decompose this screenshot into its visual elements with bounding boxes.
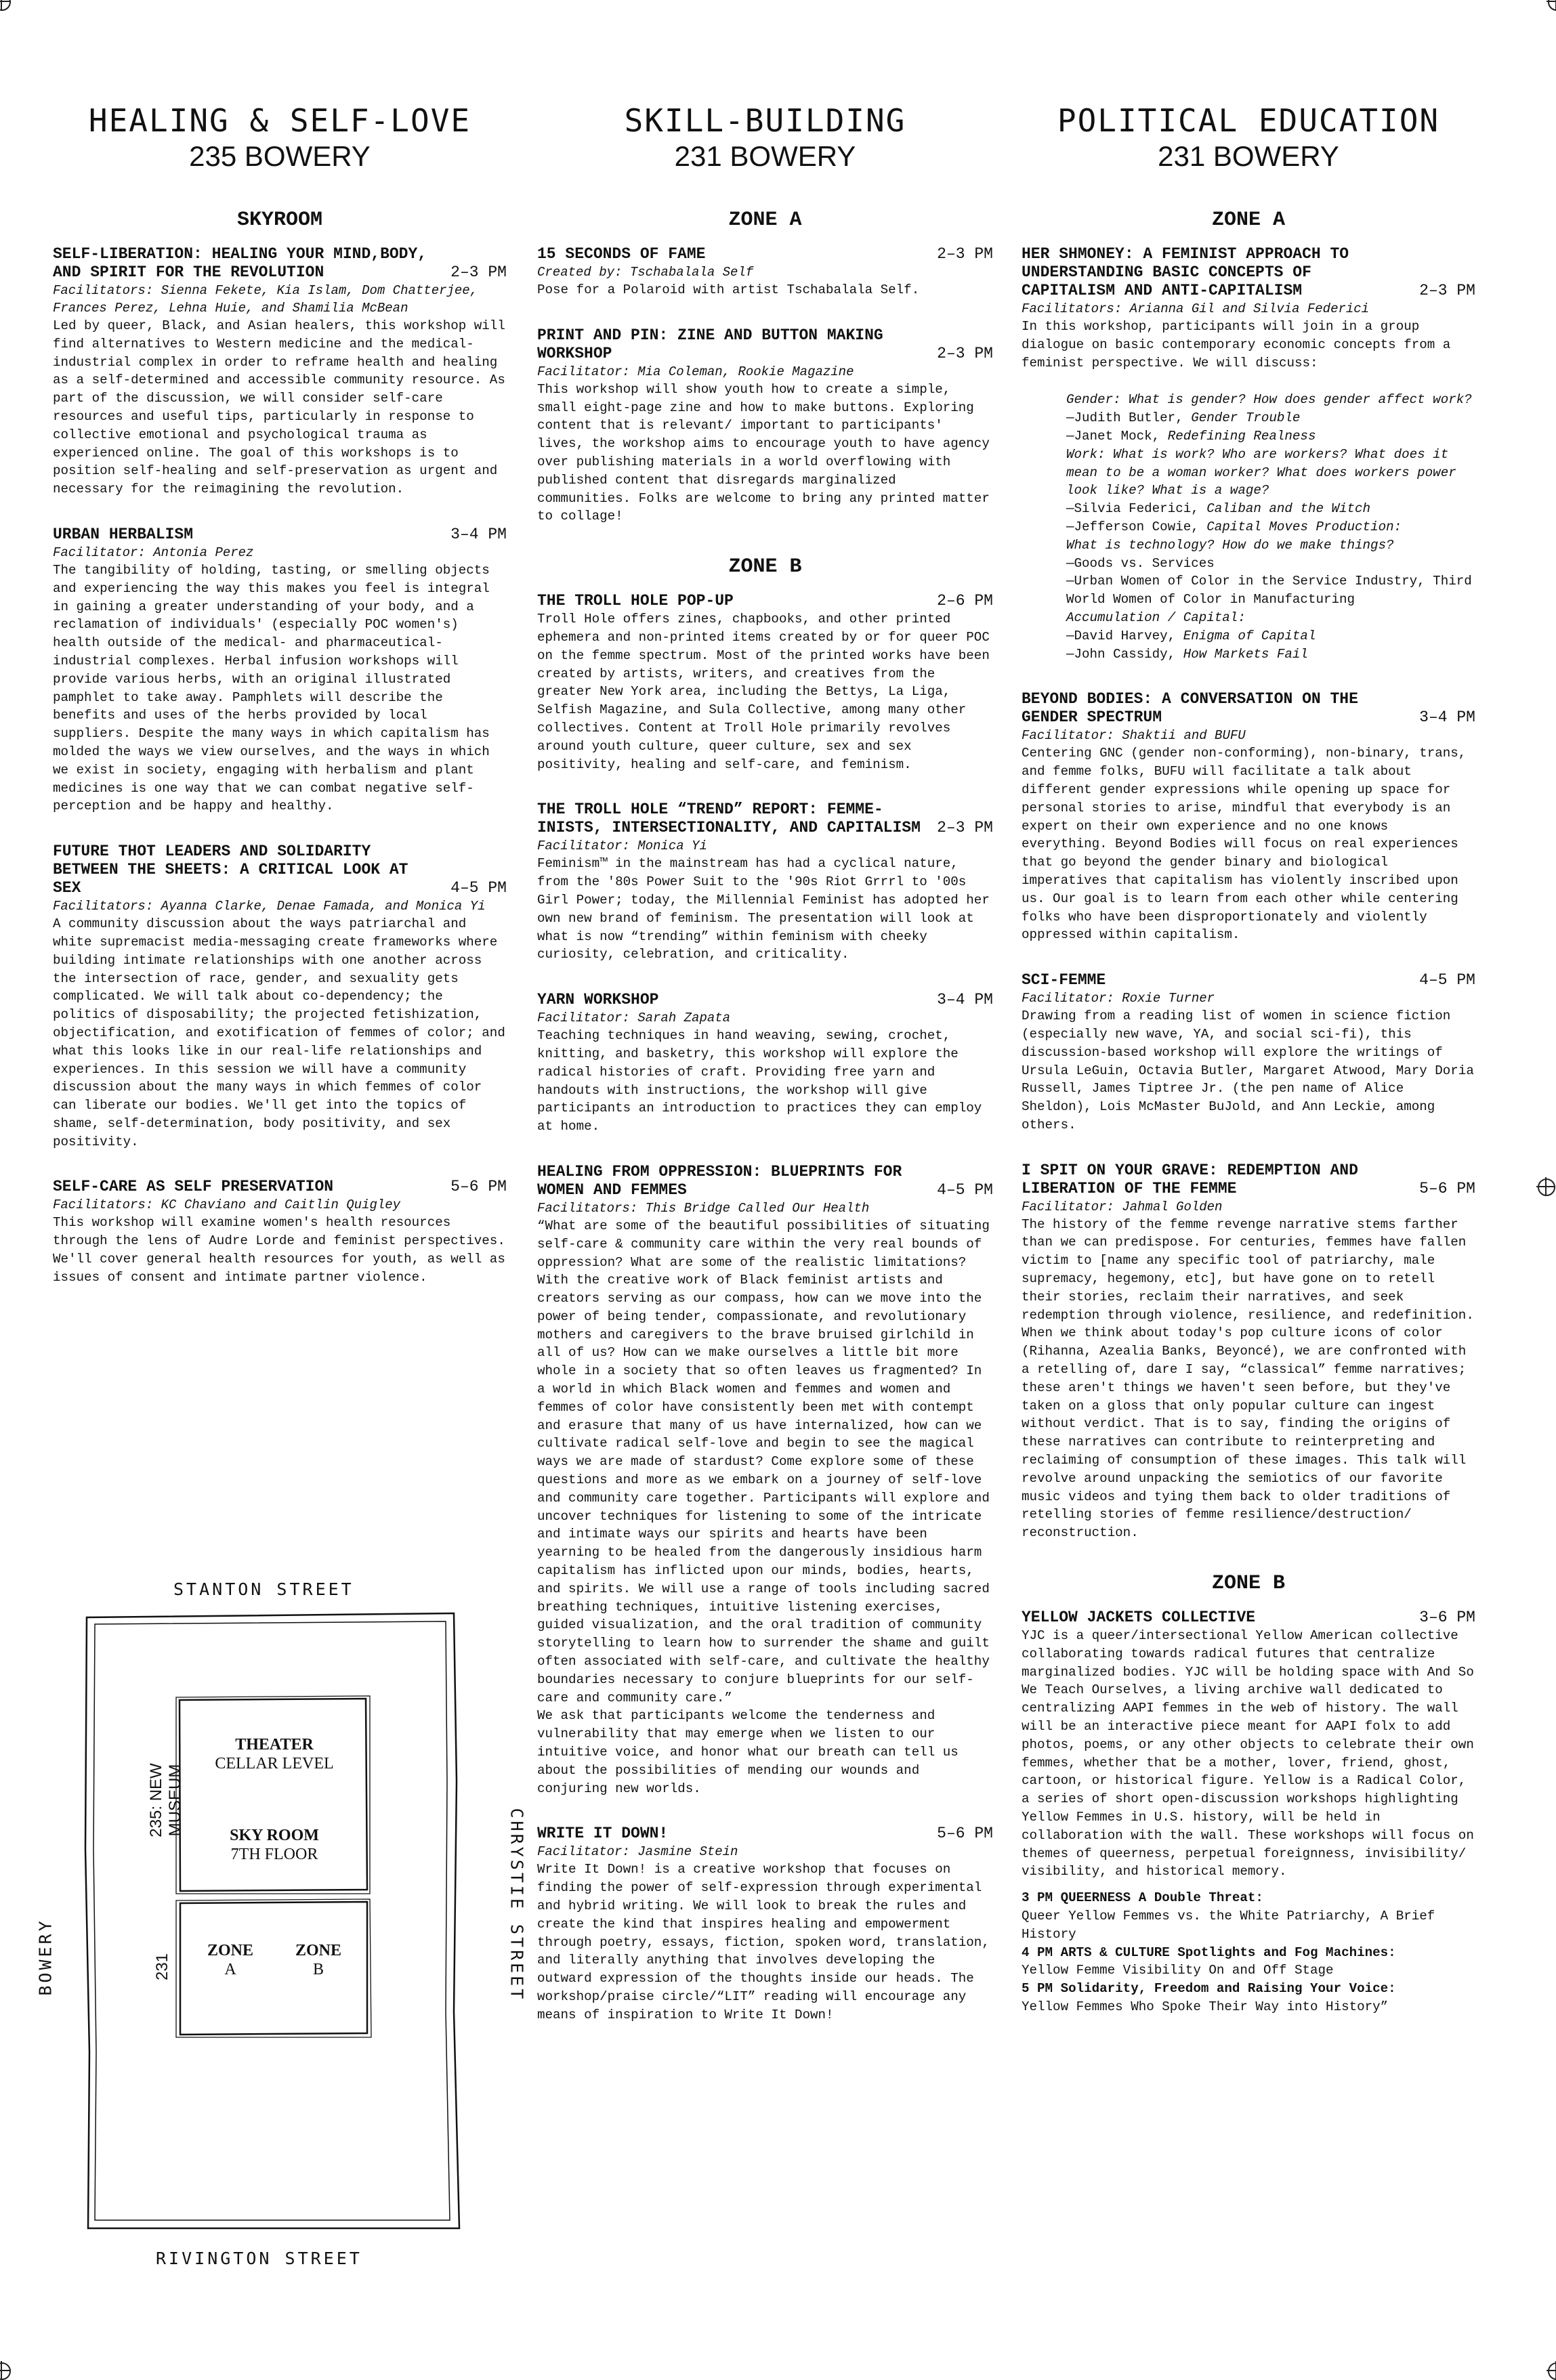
workshop-title: HEALING FROM OPPRESSION: BLUEPRINTS FOR WOMEN AND FEMMES [537, 1162, 902, 1199]
workshop-facilitators: Facilitators: KC Chaviano and Caitlin Quigley [53, 1197, 401, 1213]
workshop-description: “What are some of the beautiful possibilities of situating self-care & community care within the very real bounds of oppression? What are some of the realistic limitations? With the creative work of Black feminist artists and creators serving as our compass, how can we move into the power of being tender, compassionate, and revolutionary mothers and caregivers to the brave bruised girlchild in all of us? How can we make ourselves a little bit more whole in a society that so often leaves us fragmented? In a world in which Black women and femmes and women and femmes of color have consistently been met with contempt and erasure that many of us have internalized, how can we cultivate radical self-love and begin to see the magical ways we are made of stardust? Come explore some of these questions and more as we embark on a journey of self-love and community care together. Participants will explore and uncover techniques for listening to some of the intricate and intimate ways our spirits and hearts have been yearning to be healed from the dangerously insidious harm capitalism has inflicted upon our minds, bodies, hearts, and spirits. We will use a range of tools including sacred breathing techniques, intuitive listening exercises, guided visualization, and the oral tradition of community storytelling to learn how to surrender the shame and guilt often associated with self-care, and cultivate the healthy boundaries necessary to conjure blueprints for our self-care and community care.” We ask that participants welcome the tenderness and vulnerability that may emerge when we listen to our intuitive voice, and honor what our breath can tell us about the possibilities of mending our wounds and conjuring new worlds. [537, 1218, 990, 1796]
zone-a-letter: A [224, 1961, 236, 1978]
workshop-title: URBAN HERBALISM [53, 525, 194, 543]
zone-heading: SKYROOM [236, 209, 323, 232]
workshop-time: 2–3 PM [937, 245, 993, 263]
workshop-time: 4–5 PM [937, 1181, 993, 1199]
workshop-title: YELLOW JACKETS COLLECTIVE [1022, 1609, 1256, 1627]
workshop-facilitators: Facilitator: Sarah Zapata [537, 1011, 731, 1026]
workshop-facilitators: Facilitator: Shaktii and BUFU [1022, 728, 1246, 744]
workshop-description: YJC is a queer/intersectional Yellow American collective collaborating towards radical futures that centralize marginalized bodies. YJC will be holding space with And So We Teach Ourselves, a living archive wall dedicated to centralizing AAPI femmes in the web of history. The wall will be an interactive piece meant for AAPI folx to add photos, poems, or any other objects to celebrate their own femmes, whether that be a mother, lover, friend, ghost, cartoon, or historical figure. Yellow is a Radical Color, a series of short open-discussion workshops highlighting Yellow Femmes in U.S. history, will be held in collaboration with the wall. These workshops will focus on themes of queerness, perpetual foreignness, invisibility/ visibility, and historical memory. [1022, 1628, 1474, 1879]
workshop-facilitators: Created by: Tschabalala Self [537, 265, 754, 280]
reading-list [1022, 391, 1475, 663]
reading-list-text: —Judith Butler, [1066, 410, 1192, 426]
column-address: 231 BOWERY [674, 140, 856, 172]
venue-map [35, 1578, 527, 2269]
reading-list-item [1066, 409, 1475, 427]
workshop-description: The tangibility of holding, tasting, or smelling objects and experiencing the way this makes you feel is integral in gaining a greater understanding of your body, and a reclamation of individuals' (especially POC women's) health outside of the medical- and pharmaceutical- industrial complexes. Herbal infusion workshops will provide various herbs, with an original illustrated pamphlet to take away. Pamphlets will describe the benefits and uses of the herbs provided by local suppliers. Despite the many ways in which capitalism has molded the ways we view ourselves, and the ways in which we exist in society, engaging with herbalism and plant medicines is one way that we can combat negative self-perception and be happy and healthy. [53, 562, 490, 814]
building-235-label: 235: NEW MUSEUM [147, 1763, 184, 1837]
reading-list-item [1066, 555, 1475, 573]
workshop-description: Write It Down! is a creative workshop that focuses on finding the power of self-expression through experimental and hybrid writing. We will look to break the rules and create the kind that inspires healing and empowerment through poetry, essays, fiction, spoken word, translation, and literally anything that involves developing the outward expression of the thoughts inside our heads. The workshop/praise circle/“LIT” reading will encourage any means of inspiration to Write It Down! [537, 1862, 990, 2022]
workshop-facilitators: Facilitator: Mia Coleman, Rookie Magazine [537, 364, 854, 379]
workshop-title: SELF-CARE AS SELF PRESERVATION [53, 1178, 334, 1196]
reading-list-item [1066, 391, 1475, 409]
workshop-facilitators: Facilitators: This Bridge Called Our Health [537, 1200, 870, 1216]
workshop-description: Drawing from a reading list of women in science fiction (especially new wave, YA, and social sci-fi), this discussion-based workshop will explore the writings of Ursula LeGuin, Octavia Butler, Margaret Atwood, Mary Doria Russell, James Tiptree Jr. (the pen name of Alice Sheldon), Lois McMaster BuJold, and Ann Leckie, among others. [1022, 1008, 1474, 1132]
street-top-label: STANTON STREET [173, 1579, 354, 1599]
reading-list-work: Redefining Realness [1167, 428, 1316, 444]
reading-list-text: —Urban Women of Color in the Service Industry, Third World Women of Color in Manufacturing [1066, 574, 1472, 608]
workshop-time: 5–6 PM [1419, 1179, 1475, 1197]
workshop-time: 2–3 PM [937, 819, 993, 837]
workshop-time: 3–4 PM [937, 991, 993, 1009]
workshop-facilitators: Facilitator: Monica Yi [537, 838, 707, 854]
reading-list-work: Caliban and the Witch [1206, 501, 1371, 517]
workshop-title: THE TROLL HOLE POP-UP [537, 592, 734, 610]
workshop-title-row [1022, 1609, 1475, 1627]
workshop-facilitators: Facilitator: Jasmine Stein [537, 1844, 738, 1860]
session-head: 4 PM ARTS & CULTURE Spotlights and Fog Machines: [1022, 1945, 1396, 1960]
theater-label [196, 1735, 352, 1773]
workshop-title: I SPIT ON YOUR GRAVE: REDEMPTION AND LIBERATION OF THE FEMME [1022, 1161, 1358, 1197]
session-body: Queer Yellow Femmes vs. the White Patriarchy, A Brief History [1022, 1908, 1435, 1942]
workshop-title-row [1022, 1162, 1475, 1198]
zone-a-title: ZONE [207, 1942, 253, 1959]
column-political-education [1022, 102, 1475, 2043]
zone-b-title: ZONE [295, 1942, 341, 1959]
workshop [1022, 1162, 1475, 1542]
workshop-title-row [537, 991, 993, 1009]
reading-list-text: —Jefferson Cowie, [1066, 519, 1207, 534]
session-head: 5 PM Solidarity, Freedom and Raising Your Voice: [1022, 1981, 1396, 1997]
workshop [53, 1178, 507, 1286]
workshop [1022, 1609, 1475, 2016]
reading-list-item [1066, 446, 1475, 500]
workshop-time: 3–6 PM [1419, 1609, 1475, 1627]
reading-list-text: —Goods vs. Services [1066, 555, 1215, 571]
workshop-description: The history of the femme revenge narrative stems farther than we can predispose. For centuries, femmes have fallen victim to [name any specific tool of patriarchy, male supremacy, hegemony, etc], but have gone on to retell their stories, reclaim their narratives, and seek redemption through violence, resilience, and redefinition. When we think about today's pop culture icons of color (Rihanna, Azealia Banks, Beyoncé), we are confronted with a retelling of, dare I say, “classical” femme narratives; these aren't things we haven't seen before, but they've taken on a gloss that only popular culture can ingest without verdict. That is to say, finding the origins of these narratives can contribute to reinterpreting and reclaiming of consumption of these images. This talk will revolve around unpacking the semiotics of our favorite music videos and tying them back to older traditions of retelling stories of femme resilience/destruction/ reconstruction. [1022, 1216, 1474, 1541]
reading-list-text: —Janet Mock, [1066, 428, 1168, 444]
workshop-description: This workshop will examine women's health resources through the lens of Audre Lorde and feminist perspectives. We'll cover general health resources for youth, as well as issues of consent and intimate partner violence. [53, 1215, 505, 1285]
street-right-label: CHRYSTIE STREET [507, 1808, 527, 2002]
reading-list-item [1066, 572, 1475, 609]
registration-mark-bottom-right [1548, 2362, 1556, 2380]
workshop-description: In this workshop, participants will join in a group dialogue on basic contemporary economic concepts from a feminist perspective. We will discuss: [1022, 319, 1451, 370]
workshop-description: Led by queer, Black, and Asian healers, this workshop will find alternatives to Western medicine and the medical-industrial complex in order to reframe health and healing as a self-determined and accessible community resource. As part of the discussion, we will consider self-care resources and useful tips, particularly in response to collective emotional and psychological trauma as experienced online. The goal of this workshops is to position self-healing and self-preservation as urgent and necessary for the reimagining the revolution. [53, 318, 505, 497]
reading-list-text: —David Harvey, [1066, 628, 1183, 643]
workshop-facilitators: Facilitator: Jahmal Golden [1022, 1199, 1223, 1214]
workshop [1022, 690, 1475, 944]
reading-list-work: How Markets Fail [1183, 646, 1308, 662]
workshop-time: 4–5 PM [1419, 971, 1475, 990]
reading-list-work: Capital Moves Production: [1206, 519, 1402, 534]
theater-level: CELLAR LEVEL [215, 1755, 334, 1772]
workshop [537, 1825, 993, 2024]
zone-heading: ZONE B [1211, 1572, 1286, 1596]
session-body: Yellow Femme Visibility On and Off Stage [1022, 1963, 1334, 1978]
workshop [537, 801, 993, 964]
street-bottom-label: RIVINGTON STREET [156, 2249, 362, 2268]
workshop-title: SCI-FEMME [1022, 971, 1106, 990]
workshop-facilitators: Facilitators: Ayanna Clarke, Denae Famada, and Monica Yi [53, 899, 486, 914]
workshop-title: 15 SECONDS OF FAME [537, 245, 706, 263]
session-list [1022, 1889, 1475, 2016]
workshop-title-row [53, 526, 507, 544]
workshop-title-row [53, 245, 507, 282]
workshop-time: 3–4 PM [450, 525, 507, 543]
workshop-title-row [537, 801, 993, 837]
zone-heading: ZONE A [1211, 209, 1286, 232]
registration-mark-bottom-left [0, 2362, 11, 2380]
workshop-title-row [537, 1825, 993, 1843]
workshop-time: 2–6 PM [937, 592, 993, 610]
workshop [537, 592, 993, 773]
reading-list-item [1066, 645, 1475, 664]
column-skill-building [537, 102, 993, 2052]
workshop-facilitators: Facilitator: Roxie Turner [1022, 991, 1215, 1006]
workshop-description: Feminism™ in the mainstream has had a cyclical nature, from the '80s Power Suit to the '90s Riot Grrrl to '00s Girl Power; today, the Millennial Feminist has adopted her own new brand of feminism. The presentation will look at what is now “trending” within feminism with cheeky curiosity, celebration, and criticality. [537, 856, 990, 962]
workshop-time: 5–6 PM [450, 1178, 507, 1196]
workshop-description: A community discussion about the ways patriarchal and white supremacist media-messaging create frameworks where building intimate relationships with one another across the intersection of race, gender, and sexuality gets complicated. We will talk about co-dependency; the politics of disposability; the projected fetishization, objectification, and exotification of femmes of color; and what this looks like in our real-life relationships and experiences. In this session we will have a community discussion about the many ways in which femmes of color can liberate our bodies. We'll get into the topics of shame, self-determination, body positivity, and sex positivity. [53, 916, 505, 1149]
reading-list-work: Enigma of Capital [1183, 628, 1316, 643]
reading-list-text: Accumulation / Capital: [1066, 610, 1246, 625]
workshop [537, 1163, 993, 1798]
workshop-time: 4–5 PM [450, 879, 507, 897]
column-healing [53, 102, 507, 1314]
workshop-title: BEYOND BODIES: A CONVERSATION ON THE GENDER SPECTRUM [1022, 690, 1358, 727]
reading-list-text: —Silvia Federici, [1066, 501, 1207, 517]
workshop [537, 991, 993, 1136]
workshop-title: SELF-LIBERATION: HEALING YOUR MIND,BODY, AND SPIRIT FOR THE REVOLUTION [53, 245, 427, 281]
workshop-time: 2–3 PM [937, 344, 993, 362]
workshop [1022, 245, 1475, 663]
reading-list-text: Gender: What is gender? How does gender affect work? [1066, 392, 1472, 408]
zone-b-label [285, 1941, 352, 1979]
workshop-description: This workshop will show youth how to create a simple, small eight-page zine and how to make buttons. Exploring content that is relevant/ important to participants' lives, the workshop aims to encourage youth to have agency over publishing materials in a world overflowing with published content that disregards marginalized communities. Folks are welcome to bring any printed matter to collage! [537, 381, 990, 524]
skyroom-floor: 7TH FLOOR [230, 1846, 318, 1863]
workshop-description: Teaching techniques in hand weaving, sewing, crochet, knitting, and basketry, this workshop will explore the radical histories of craft. Providing free yarn and handouts with instructions, the workshop will give participants an introduction to practices they can employ at home. [537, 1028, 982, 1134]
workshop-title-row [1022, 690, 1475, 727]
skyroom-title: SKY ROOM [230, 1827, 319, 1844]
column-title: SKILL-BUILDING [624, 102, 906, 139]
reading-list-item [1066, 609, 1475, 627]
column-title: HEALING & SELF-LOVE [88, 102, 471, 139]
zone-heading: ZONE B [728, 555, 802, 579]
workshop-facilitators: Facilitators: Sienna Fekete, Kia Islam, Dom Chatterjee, Frances Perez, Lehna Huie, and Shamilia McBean [53, 283, 478, 316]
registration-mark-right [1538, 1178, 1555, 1196]
zone-heading: ZONE A [728, 209, 802, 232]
workshop-description: Troll Hole offers zines, chapbooks, and other printed ephemera and non-printed items created by or for queer POC on the femme spectrum. Most of the printed works have been created by artists, writers, and creatives from the greater New York area, including the Bettys, La Liga, Selfish Magazine, and Sula Collective, among many other collectives. Content at Troll Hole primarily revolves around youth culture, queer culture, sex and sex positivity, healing and self-care, and feminism. [537, 612, 990, 772]
reading-list-text: Work: What is work? Who are workers? What does it mean to be a woman worker? What does workers power look like? What is a wage? [1066, 446, 1456, 498]
reading-list-item [1066, 518, 1475, 536]
registration-mark-top-left [0, 0, 11, 11]
workshop [537, 245, 993, 299]
workshop-title: PRINT AND PIN: ZINE AND BUTTON MAKING WORKSHOP [537, 326, 883, 362]
building-231-label: 231 [153, 1953, 171, 1981]
workshop [53, 526, 507, 815]
workshop-title-row [1022, 971, 1475, 990]
workshop-time: 2–3 PM [1419, 282, 1475, 299]
workshop-description: Centering GNC (gender non-conforming), non-binary, trans, and femme folks, BUFU will facilitate a talk about different gender expressions while opening up space for personal stories to arise, mindful that everybody is an expert on their own experience and no one knows everything. Beyond Bodies will focus on real experiences that go beyond the gender binary and biological imperatives that capitalism has violently inscribed upon us. Our goal is to learn from each other while centering folks who have been disproportionately and violently oppressed within capitalism. [1022, 746, 1467, 943]
workshop [53, 245, 507, 498]
column-address: 235 BOWERY [189, 140, 371, 172]
workshop-title-row [537, 592, 993, 610]
workshop-title: WRITE IT DOWN! [537, 1825, 669, 1843]
map-outline-svg [47, 1578, 515, 2269]
column-address: 231 BOWERY [1158, 140, 1339, 172]
reading-list-item [1066, 627, 1475, 645]
reading-list-text: —John Cassidy, [1066, 646, 1183, 662]
workshop-title-row [537, 245, 993, 263]
workshop-description: Pose for a Polaroid with artist Tschabalala Self. [537, 282, 920, 297]
street-left-label: BOWERY [35, 1918, 56, 1996]
workshop [537, 326, 993, 526]
workshop-time: 5–6 PM [937, 1825, 993, 1843]
skyroom-label [196, 1826, 352, 1864]
reading-list-work: Gender Trouble [1191, 410, 1301, 426]
column-title: POLITICAL EDUCATION [1057, 102, 1440, 139]
workshop-facilitators: Facilitator: Antonia Perez [53, 545, 254, 560]
workshop-title-row [537, 326, 993, 363]
reading-list-item [1066, 427, 1475, 446]
workshop-time: 2–3 PM [450, 263, 507, 281]
workshop-title: FUTURE THOT LEADERS AND SOLIDARITY BETWEEN THE SHEETS: A CRITICAL LOOK AT SEX [53, 843, 408, 897]
session-head: 3 PM QUEERNESS A Double Threat: [1022, 1890, 1263, 1906]
zone-a-label [196, 1941, 264, 1979]
workshop-time: 3–4 PM [1419, 708, 1475, 727]
reading-list-item [1066, 536, 1475, 555]
theater-title: THEATER [235, 1736, 314, 1754]
workshop [53, 843, 507, 1151]
workshop-title: HER SHMONEY: A FEMINIST APPROACH TO UNDERSTANDING BASIC CONCEPTS OF CAPITALISM AND ANTI-CAPITALISM [1022, 245, 1349, 299]
workshop-title-row [53, 843, 507, 897]
reading-list-text: What is technology? How do we make things? [1066, 537, 1394, 553]
reading-list-item [1066, 500, 1475, 518]
workshop-title-row [53, 1178, 507, 1196]
workshop-title: THE TROLL HOLE “TREND” REPORT: FEMME-INISTS, INTERSECTIONALITY, AND CAPITALISM [537, 801, 921, 837]
workshop-facilitators: Facilitators: Arianna Gil and Silvia Federici [1022, 301, 1370, 316]
workshop-title-row [537, 1163, 993, 1199]
workshop [1022, 971, 1475, 1134]
workshop-title: YARN WORKSHOP [537, 991, 659, 1009]
zone-b-letter: B [312, 1961, 324, 1978]
session-body: Yellow Femmes Who Spoke Their Way into History” [1022, 1999, 1389, 2014]
workshop-title-row [1022, 245, 1475, 300]
registration-mark-top-right [1548, 0, 1556, 11]
